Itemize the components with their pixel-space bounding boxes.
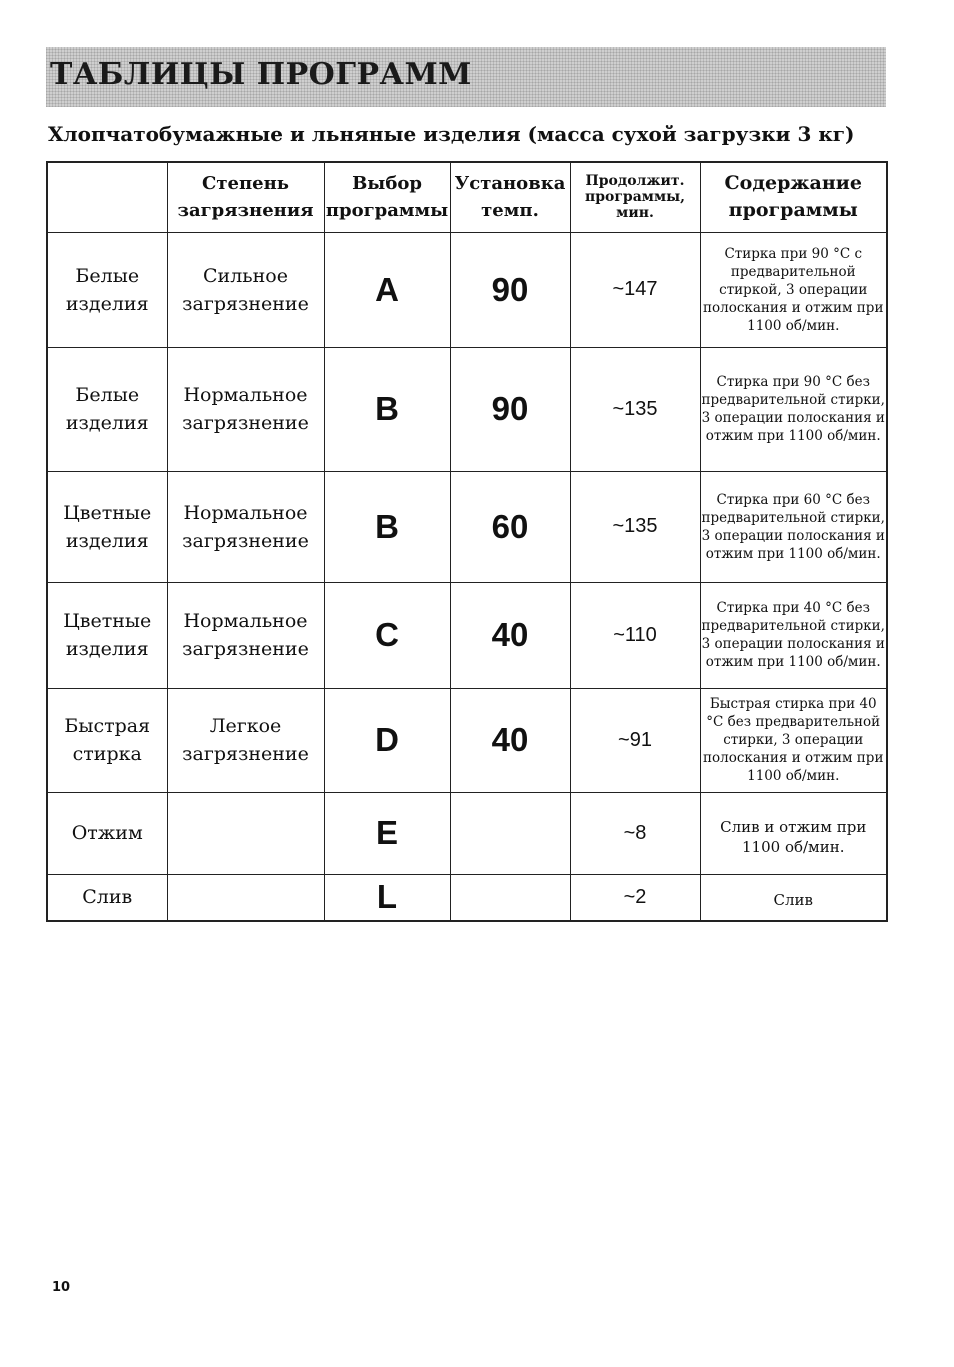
cell-program: D xyxy=(324,688,450,792)
cell-duration: ~147 xyxy=(570,232,700,347)
table-row xyxy=(47,232,887,347)
table-row xyxy=(47,347,887,471)
cell-duration: ~8 xyxy=(570,792,700,874)
cell-temp: 90 xyxy=(450,232,570,347)
cell-type: Цветные изделия xyxy=(47,582,167,688)
header-duration: Продолжит. программы, мин. xyxy=(570,162,700,232)
cell-type: Слив xyxy=(47,874,167,921)
cell-temp: 40 xyxy=(450,582,570,688)
header-content: Содержание программы xyxy=(700,162,887,232)
cell-soil: Нормальное загрязнение xyxy=(167,347,324,471)
cell-content: Слив и отжим при 1100 об/мин. xyxy=(700,792,887,874)
cell-content: Стирка при 40 °С без предварительной стирки, 3 операции полоскания и отжим при 1100 об/мин. xyxy=(700,582,887,688)
cell-content: Быстрая стирка при 40 °С без предварительной стирки, 3 операции полоскания и отжим при 1100 об/мин. xyxy=(700,688,887,792)
cell-soil xyxy=(167,792,324,874)
cell-soil: Легкое загрязнение xyxy=(167,688,324,792)
cell-program: E xyxy=(324,792,450,874)
cell-soil xyxy=(167,874,324,921)
cell-type: Отжим xyxy=(47,792,167,874)
section-banner xyxy=(46,47,886,107)
cell-type: Белые изделия xyxy=(47,232,167,347)
header-temp: Установка темп. xyxy=(450,162,570,232)
table-row xyxy=(47,874,887,921)
cell-type: Быстрая стирка xyxy=(47,688,167,792)
cell-soil: Сильное загрязнение xyxy=(167,232,324,347)
programs-table xyxy=(46,161,888,922)
cell-program: B xyxy=(324,347,450,471)
cell-program: B xyxy=(324,471,450,582)
header-soil: Степень загрязнения xyxy=(167,162,324,232)
cell-program: A xyxy=(324,232,450,347)
table-row xyxy=(47,688,887,792)
cell-duration: ~91 xyxy=(570,688,700,792)
cell-content: Стирка при 90 °С без предварительной стирки, 3 операции полоскания и отжим при 1100 об/мин. xyxy=(700,347,887,471)
cell-duration: ~110 xyxy=(570,582,700,688)
cell-type: Цветные изделия xyxy=(47,471,167,582)
cell-soil: Нормальное загрязнение xyxy=(167,471,324,582)
header-row xyxy=(47,162,887,232)
cell-duration: ~2 xyxy=(570,874,700,921)
table-row xyxy=(47,471,887,582)
cell-content: Стирка при 90 °С с предварительной стиркой, 3 операции полоскания и отжим при 1100 об/мин. xyxy=(700,232,887,347)
cell-program: L xyxy=(324,874,450,921)
page-number: 10 xyxy=(52,1280,71,1295)
cell-temp xyxy=(450,874,570,921)
cell-temp: 40 xyxy=(450,688,570,792)
header-program: Выбор программы xyxy=(324,162,450,232)
cell-content: Стирка при 60 °С без предварительной стирки, 3 операции полоскания и отжим при 1100 об/мин. xyxy=(700,471,887,582)
cell-type: Белые изделия xyxy=(47,347,167,471)
table-row xyxy=(47,792,887,874)
header-type xyxy=(47,162,167,232)
cell-program: C xyxy=(324,582,450,688)
section-title: ТАБЛИЦЫ ПРОГРАММ xyxy=(50,57,472,92)
cell-duration: ~135 xyxy=(570,471,700,582)
cell-duration: ~135 xyxy=(570,347,700,471)
cell-temp: 60 xyxy=(450,471,570,582)
cell-soil: Нормальное загрязнение xyxy=(167,582,324,688)
cell-content: Слив xyxy=(700,874,887,921)
table-subtitle: Хлопчатобумажные и льняные изделия (масса сухой загрузки 3 кг) xyxy=(48,122,855,146)
cell-temp: 90 xyxy=(450,347,570,471)
cell-temp xyxy=(450,792,570,874)
table-row xyxy=(47,582,887,688)
